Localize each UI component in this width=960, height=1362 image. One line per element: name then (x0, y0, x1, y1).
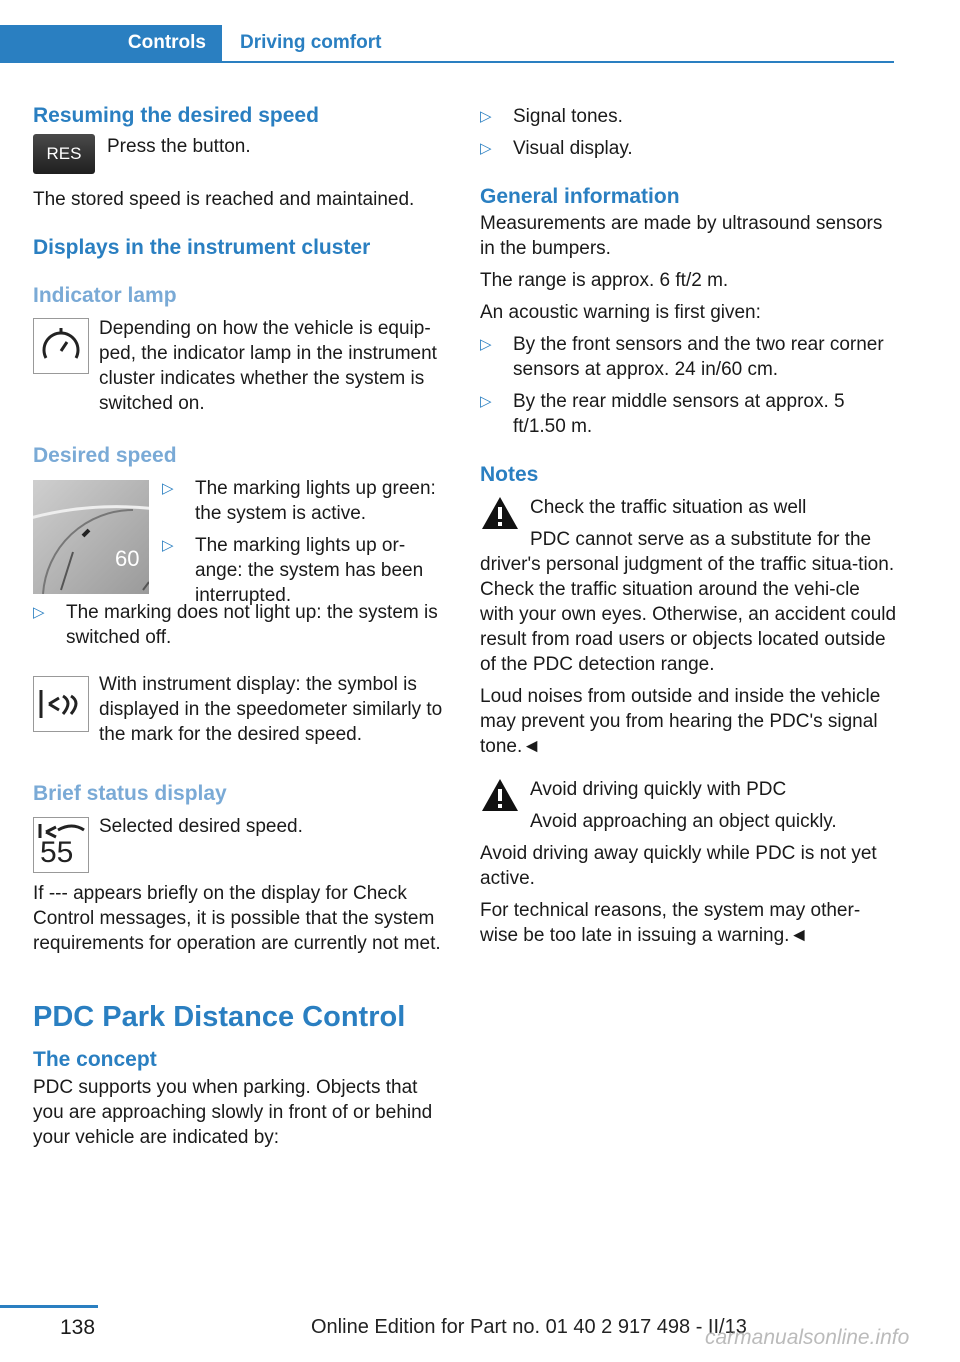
instrument-row (33, 672, 449, 747)
warning-1-text2: Loud noises from outside and inside the vehicle may prevent you from hearing the PDC's signal tone.◄ (480, 686, 881, 757)
concept-text: PDC supports you when parking. Objects that you are approaching slowly in front of or behind your vehicle are indicated by: (33, 1077, 433, 1148)
bullet-visual-display: ▷ Visual display. (480, 138, 633, 159)
right-column (480, 100, 898, 948)
triangle-bullet-icon: ▷ (480, 140, 492, 157)
bullet-rear-sensors: ▷ By the rear middle sensors at approx. 5 ft/1.50 m. (480, 391, 845, 437)
warning-1-title: Check the traffic situation as well (530, 497, 807, 518)
check-control-text: If --- appears briefly on the display for Check Control messages, it is possible that the system requirements for operation are currently not met. (33, 883, 441, 954)
edition-text: Online Edition for Part no. 01 40 2 917 498 - II/13 (311, 1316, 747, 1338)
triangle-bullet-icon: ▷ (480, 108, 492, 125)
res-button-icon: RES (33, 134, 95, 174)
measure-text: Measurements are made by ultrasound sensors in the bumpers. (480, 213, 883, 259)
bullet-orange: ▷ The marking lights up or-ange: the system has been interrupted. (162, 535, 424, 606)
speedometer-indicator-icon (33, 318, 89, 379)
res-text: Press the button. (107, 136, 251, 157)
heading-indicator-lamp: Indicator lamp (33, 284, 177, 307)
footer-rule (0, 1305, 98, 1308)
page-number: 138 (60, 1316, 96, 1339)
heading-resuming-speed: Resuming the desired speed (33, 104, 319, 127)
triangle-bullet-icon: ▷ (480, 393, 492, 410)
warning-1-lead: PDC cannot serve as a substitute for the (530, 529, 872, 550)
heading-concept: The concept (33, 1048, 157, 1071)
bullet-front-sensors: ▷ By the front sensors and the two rear corner sensors at approx. 24 in/60 cm. (480, 334, 884, 380)
brief-text: Selected desired speed. (99, 816, 303, 837)
res-row (33, 134, 449, 182)
range-text: The range is approx. 6 ft/2 m. (480, 270, 729, 291)
triangle-bullet-icon: ▷ (33, 604, 45, 621)
warning-2-title: Avoid driving quickly with PDC (530, 779, 787, 800)
triangle-bullet-icon: ▷ (162, 537, 174, 554)
warning-2-text2: Avoid driving away quickly while PDC is not yet active. (480, 843, 877, 889)
triangle-bullet-icon: ▷ (162, 480, 174, 497)
triangle-bullet-icon: ▷ (480, 336, 492, 353)
desired-speed-55-icon (33, 817, 89, 873)
instrument-text: With instrument display: the symbol is displayed in the speedometer similarly to the mark for the desired speed. (99, 674, 443, 745)
acoustic-text: An acoustic warning is first given: (480, 302, 761, 323)
stored-speed-text: The stored speed is reached and maintained. (33, 189, 415, 210)
tab-controls[interactable]: Controls (0, 25, 222, 61)
bullet-off: ▷ The marking does not light up: the system is switched off. (33, 602, 438, 648)
tab-driving-comfort[interactable]: Driving comfort (240, 32, 382, 53)
watermark: carmanualsonline.info (705, 1326, 910, 1349)
brief-row (33, 814, 449, 870)
warning-triangle-icon (480, 495, 520, 536)
heading-general-info: General information (480, 185, 680, 208)
warning-triangle-icon (480, 777, 520, 818)
heading-brief-status: Brief status display (33, 782, 227, 805)
warning-2-text3: For technical reasons, the system may other-wise be too late in issuing a warning.◄ (480, 900, 861, 946)
warning-2 (480, 777, 898, 834)
indicator-row (33, 316, 449, 416)
left-column (33, 100, 449, 1150)
heading-desired-speed: Desired speed (33, 444, 177, 467)
warning-1-continued: driver's personal judgment of the traffic situa-tion. Check the traffic situation around the vehi-cle with your own eyes. Otherwise, an accident could result from road users or objects located outside of the PDC detection range. (480, 554, 897, 675)
warning-2-text: Avoid approaching an object quickly. (530, 811, 837, 832)
header-tabbar (0, 25, 894, 63)
gauge-60-label: 60 (115, 546, 140, 571)
heading-pdc: PDC Park Distance Control (33, 1001, 406, 1033)
icon-number-55: 55 (40, 836, 74, 869)
bullet-green: ▷ The marking lights up green: the system is active. (162, 478, 436, 524)
warning-1 (480, 495, 898, 552)
heading-displays: Displays in the instrument cluster (33, 236, 371, 259)
indicator-text: Depending on how the vehicle is equip-ped, the indicator lamp in the instrument cluster indicates whether the system is switched on. (99, 318, 437, 414)
speedometer-gauge-image (33, 480, 149, 594)
bullet-signal-tones: ▷ Signal tones. (480, 106, 623, 127)
desired-speed-row (33, 476, 449, 606)
heading-notes: Notes (480, 463, 539, 486)
cruise-symbol-icon (33, 676, 89, 737)
